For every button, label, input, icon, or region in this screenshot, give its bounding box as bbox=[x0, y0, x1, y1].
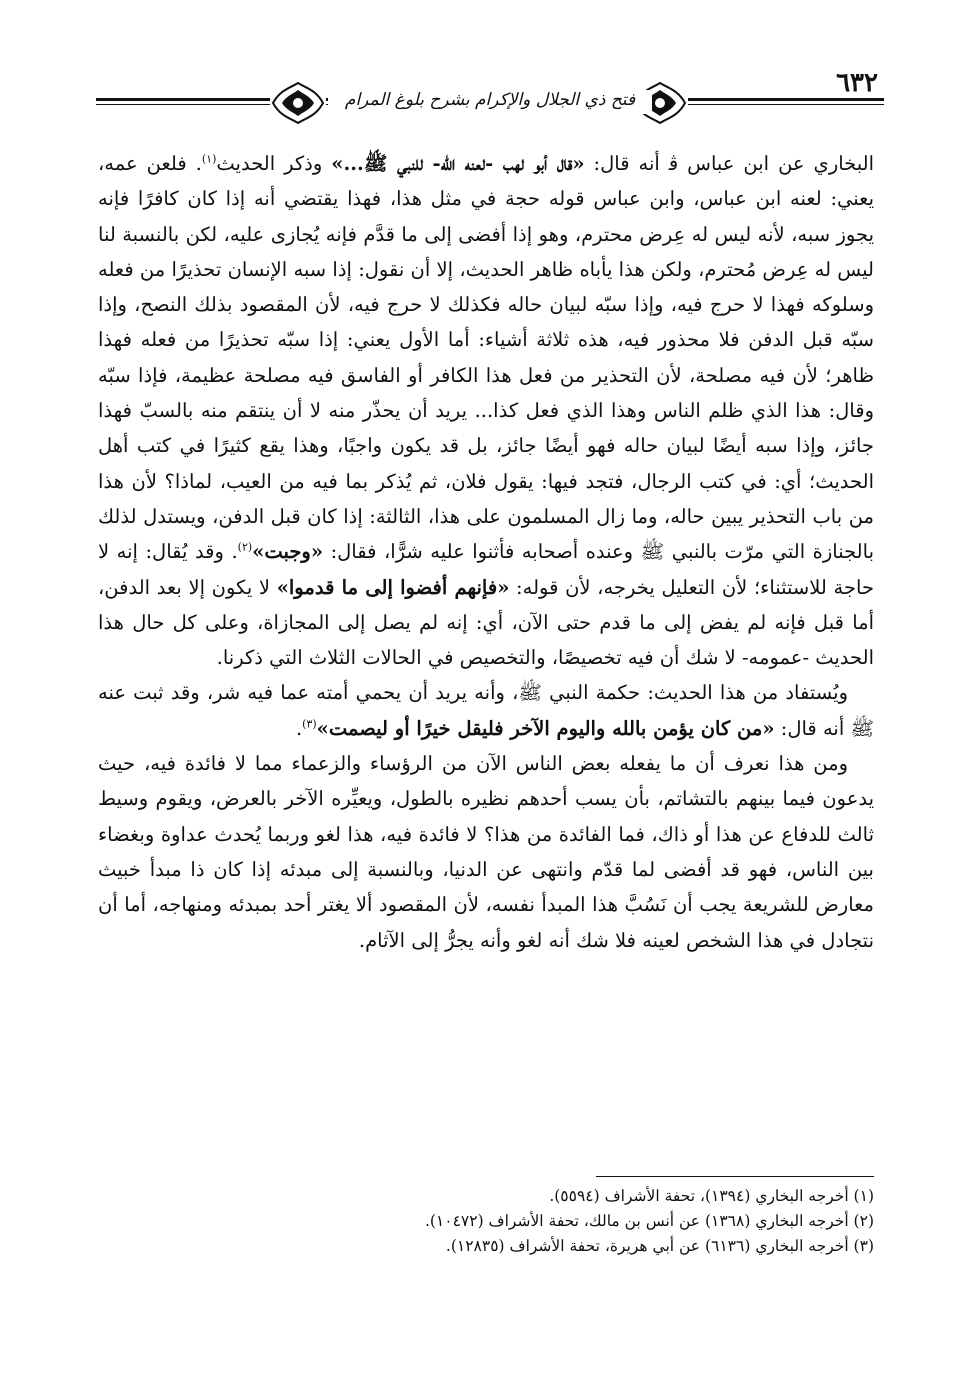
footnote-ref: (١) bbox=[201, 152, 217, 166]
footnote-ref: (٢) bbox=[237, 540, 253, 554]
footnote-separator bbox=[596, 1176, 874, 1177]
body-text bbox=[98, 146, 874, 958]
footnote: (١) أخرجه البخاري (١٣٩٤)، تحفة الأشراف (٥٥٩٤). bbox=[549, 1187, 874, 1205]
header-title-box bbox=[328, 90, 652, 114]
hadith-quote: «قال أبو لهب -لعنه الله- للنبي ﷺ...» bbox=[331, 152, 585, 175]
page-number: ٦٣٢ bbox=[836, 68, 878, 98]
paragraph: ومن هذا نعرف أن ما يفعله بعض الناس الآن من الرؤساء والزعماء مما لا فائدة فيه، حيث يدعون فيما بينهم بالتشاتم، بأن يسب أحدهم نظيره بالطول، ويعيِّره الآخر بالعرض، ويقوم وسيط ثالث للدفاع عن هذا أو ذاك، فما الفائدة من هذا؟ لا فائدة فيه، هذا لغو وربما يُحدث عداوة وبغضاء بين الناس، فهو قد أفضى لما قدّم وانتهى عن الدنيا، وبالنسبة إلى مبدئه إذا كان ذا مبدأ خبيث معارض للشريعة يجب أن نَسُبَّ هذا المبدأ نفسه، لأن المقصود ألا يغتر أحد بمبدئه ومنهاجه، أما أن نتجادل في هذا الشخص لعينه فلا شك أنه لغو وأنه يجرُّ إلى الآثام. bbox=[98, 752, 874, 952]
footnotes bbox=[98, 1184, 874, 1259]
book-title: فتح ذي الجلال والإكرام بشرح بلوغ المرام bbox=[344, 90, 636, 110]
hadith-quote: «وجبت» bbox=[252, 540, 324, 564]
running-header bbox=[96, 68, 884, 140]
ornament-icon bbox=[270, 80, 326, 126]
hadith-quote: «من كان يؤمن بالله واليوم الآخر فليقل خيرًا أو ليصمت» bbox=[316, 716, 775, 740]
footnote: (٣) أخرجه البخاري (٦١٣٦) عن أبي هريرة، تحفة الأشراف (١٢٨٣٥). bbox=[445, 1237, 874, 1255]
footnote: (٢) أخرجه البخاري (١٣٦٨) عن أنس بن مالك، تحفة الأشراف (١٠٤٧٢). bbox=[424, 1212, 874, 1230]
paragraph: ويُستفاد من هذا الحديث: حكمة النبي ﷺ، وأنه يريد أن يحمي أمته عما فيه شر، وقد ثبت عنه ﷺ أنه قال: «من كان يؤمن بالله واليوم الآخر فليقل خيرًا أو ليصمت»$^{(٣)}$. bbox=[98, 681, 874, 740]
hadith-quote: «فإنهم أفضوا إلى ما قدموا» bbox=[276, 575, 510, 599]
footnote-ref: (٣) bbox=[302, 717, 317, 731]
paragraph: البخاري عن ابن عباس ﭬ أنه قال: «قال أبو لهب -لعنه الله- للنبي ﷺ...» وذكر الحديث$^{(١)}$. فلعن عمه، يعني: لعنه ابن عباس، وابن عباس قوله حجة في مثل هذا، فهذا يقتضي أنه إذا كان كافرًا فإنه يجوز سبه، لأنه ليس له عِرض محترم، وهو إذا أفضى إلى ما قدَّم فإنه يُجازى عليه، لكن بالنسبة لنا ليس له عِرض مُحترم، ولكن هذا يأباه ظاهر الحديث، إلا أن نقول: إذا سبه الإنسان تحذيرًا من فعله وسلوكه فهذا لا حرج فيه، وإذا سبّه لبيان حاله فكذلك لا حرج فيه، لأن المقصود بذلك النصح، وإذا سبّه قبل الدفن فلا محذور فيه، هذه ثلاثة أشياء: أما الأول يعني: إذا سبّه تحذيرًا من فعله فهذا ظاهر؛ لأن فيه مصلحة، لأن التحذير من فعل هذا الكافر أو الفاسق فيه مصلحة عظيمة، فإذا سبّه وقال: هذا الذي ظلم الناس وهذا الذي فعل كذا... يريد أن يحذّر منه لا أن ينتقم منه بالسبّ فهذا جائز، وإذا سبه أيضًا لبيان حاله فهو أيضًا جائز، بل قد يكون واجبًا، وهذا يقع كثيرًا في كتب أهل الحديث؛ أي: في كتب الرجال، فتجد فيها: يقول فلان، ثم يُذكر بما فيه من العيب، لماذا؟ لأن هذا من باب التحذير يبين حاله، وما زال المسلمون على هذا، الثالثة: إذا كان قبل الدفن، ويستدل لذلك بالجنازة التي مرّت بالنبي ﷺ وعنده أصحابه فأثنوا عليه شرًّا، فقال: «وجبت»$^{(٢)}$. وقد يُقال: إنه لا حاجة للاستثناء؛ لأن التعليل يخرجه، لأن قوله: «فإنهم أفضوا إلى ما قدموا» لا يكون إلا بعد الدفن، أما قبل فإنه لم يفض إلى ما قدم حتى الآن، أي: إنه لم يصل إلى المجازاة، وعلى كل حال هذا الحديث -عمومه- لا شك أن فيه تخصيصًا، والتخصيص في الحالات الثلاث التي ذكرنا. bbox=[98, 152, 875, 670]
